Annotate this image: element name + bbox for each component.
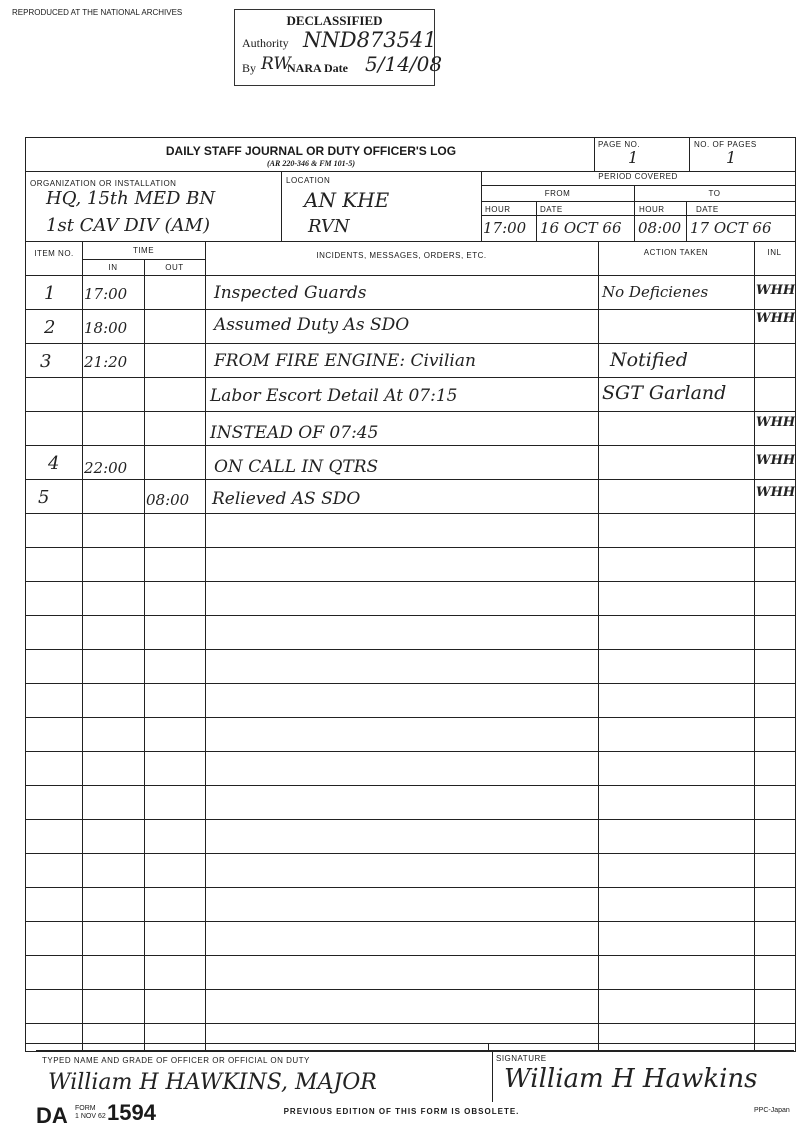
- org-line1: HQ, 15th MED BN: [46, 188, 216, 209]
- entry-initials: WHH: [756, 283, 796, 298]
- typed-name-block: [36, 1050, 493, 1102]
- by-initials: RW: [261, 54, 291, 74]
- declassified-stamp: [234, 9, 443, 86]
- table-row: [26, 377, 795, 411]
- entry-action: SGT Garland: [602, 382, 727, 404]
- no-of-pages-value: 1: [726, 148, 737, 167]
- ruled-line: [26, 989, 795, 990]
- table-row: [26, 275, 795, 309]
- entry-item-no: 4: [48, 453, 60, 474]
- time-header: TIME: [132, 246, 155, 255]
- duty-log-form: [25, 137, 796, 1052]
- action-taken-header: ACTION TAKEN: [643, 248, 709, 257]
- entry-item-no: 2: [44, 317, 56, 338]
- form-subtitle: (AR 220-346 & FM 101-5): [267, 159, 355, 168]
- entry-item-no: 1: [44, 283, 56, 304]
- signature-label: SIGNATURE: [496, 1054, 547, 1063]
- entry-action: No Deficienes: [602, 283, 709, 301]
- signature-value: William H Hawkins: [504, 1064, 758, 1094]
- location-line2: RVN: [308, 216, 350, 237]
- item-no-header: ITEM NO.: [34, 249, 74, 258]
- from-hour-value: 17:00: [483, 219, 527, 237]
- table-row: [26, 343, 795, 377]
- org-label: ORGANIZATION OR INSTALLATION: [30, 179, 177, 188]
- entry-initials: WHH: [756, 415, 796, 430]
- authority-label: Authority: [242, 36, 289, 50]
- ruled-line: [26, 751, 795, 752]
- ruled-line: [26, 615, 795, 616]
- declassified-title: DECLASSIFIED: [286, 13, 383, 28]
- nara-date-label: NARA Date: [287, 61, 348, 75]
- authority-value: NND873541: [303, 28, 437, 52]
- entry-incident: INSTEAD OF 07:45: [210, 423, 379, 443]
- table-row: [26, 445, 795, 479]
- page-no-label: PAGE NO.: [598, 140, 641, 149]
- no-of-pages-label: NO. OF PAGES: [694, 140, 757, 149]
- typed-name-value: William H HAWKINS, MAJOR: [48, 1070, 377, 1095]
- entry-time-in: 18:00: [84, 319, 128, 337]
- ruled-line: [26, 1023, 795, 1024]
- entry-initials: WHH: [756, 311, 796, 326]
- table-row: [26, 479, 795, 513]
- entry-time-in: 22:00: [84, 459, 128, 477]
- entry-action: Notified: [610, 349, 688, 371]
- declass-date: 5/14/08: [365, 52, 443, 76]
- form-title: DAILY STAFF JOURNAL OR DUTY OFFICER'S LOG: [165, 144, 457, 158]
- ruled-line: [26, 819, 795, 820]
- ruled-line: [26, 853, 795, 854]
- ruled-line: [26, 921, 795, 922]
- entry-time-in: 17:00: [84, 285, 128, 303]
- form-da-mark: DA: [36, 1103, 68, 1128]
- from-label: FROM: [544, 189, 571, 198]
- ruled-line: [26, 887, 795, 888]
- entry-incident: ON CALL IN QTRS: [214, 457, 379, 477]
- typed-name-label: TYPED NAME AND GRADE OF OFFICER OR OFFICIAL ON DUTY: [42, 1056, 310, 1065]
- archives-note: REPRODUCED AT THE NATIONAL ARCHIVES: [12, 8, 183, 17]
- form-label: FORM: [75, 1105, 96, 1112]
- time-in-header: IN: [108, 263, 118, 272]
- to-date-label: DATE: [696, 205, 719, 214]
- entry-incident: Labor Escort Detail At 07:15: [210, 386, 458, 406]
- entry-item-no: 3: [40, 351, 52, 372]
- page-no-value: 1: [628, 148, 639, 167]
- from-date-label: DATE: [540, 205, 563, 214]
- to-date-value: 17 OCT 66: [690, 219, 772, 237]
- ruled-line: [26, 649, 795, 650]
- ruled-line: [26, 581, 795, 582]
- to-hour-value: 08:00: [638, 219, 682, 237]
- period-covered-label: PERIOD COVERED: [598, 172, 678, 181]
- time-out-header: OUT: [165, 263, 184, 272]
- ruled-line: [26, 717, 795, 718]
- org-line2: 1st CAV DIV (AM): [46, 215, 210, 236]
- signature-block: [492, 1050, 792, 1102]
- location-line1: AN KHE: [304, 188, 390, 212]
- to-hour-label: HOUR: [639, 205, 665, 214]
- entry-incident: Relieved AS SDO: [212, 489, 361, 509]
- inl-header: INL: [767, 248, 782, 257]
- entry-time-out: 08:00: [146, 491, 190, 509]
- entry-item-no: 5: [38, 487, 50, 508]
- form-number: 1594: [107, 1100, 156, 1125]
- from-hour-label: HOUR: [485, 205, 511, 214]
- entry-incident: Inspected Guards: [214, 283, 367, 303]
- entry-incident: FROM FIRE ENGINE: Civilian: [214, 351, 476, 371]
- printer-mark: PPC-Japan: [754, 1107, 790, 1114]
- previous-edition-note: PREVIOUS EDITION OF THIS FORM IS OBSOLETE.: [283, 1107, 520, 1116]
- entry-incident: Assumed Duty As SDO: [214, 315, 410, 335]
- form-date: 1 NOV 62: [75, 1113, 106, 1120]
- ruled-line: [26, 955, 795, 956]
- ruled-line: [26, 785, 795, 786]
- entry-initials: WHH: [756, 453, 796, 468]
- table-row: [26, 411, 795, 445]
- table-row: [26, 309, 795, 343]
- location-label: LOCATION: [286, 176, 331, 185]
- entry-time-in: 21:20: [84, 353, 128, 371]
- ruled-line: [26, 683, 795, 684]
- entry-initials: WHH: [756, 485, 796, 500]
- from-date-value: 16 OCT 66: [540, 219, 622, 237]
- by-label: By: [242, 61, 257, 75]
- incidents-header: INCIDENTS, MESSAGES, ORDERS, ETC.: [316, 251, 487, 260]
- ruled-line: [26, 547, 795, 548]
- ruled-line: [26, 513, 795, 514]
- to-label: TO: [708, 189, 721, 198]
